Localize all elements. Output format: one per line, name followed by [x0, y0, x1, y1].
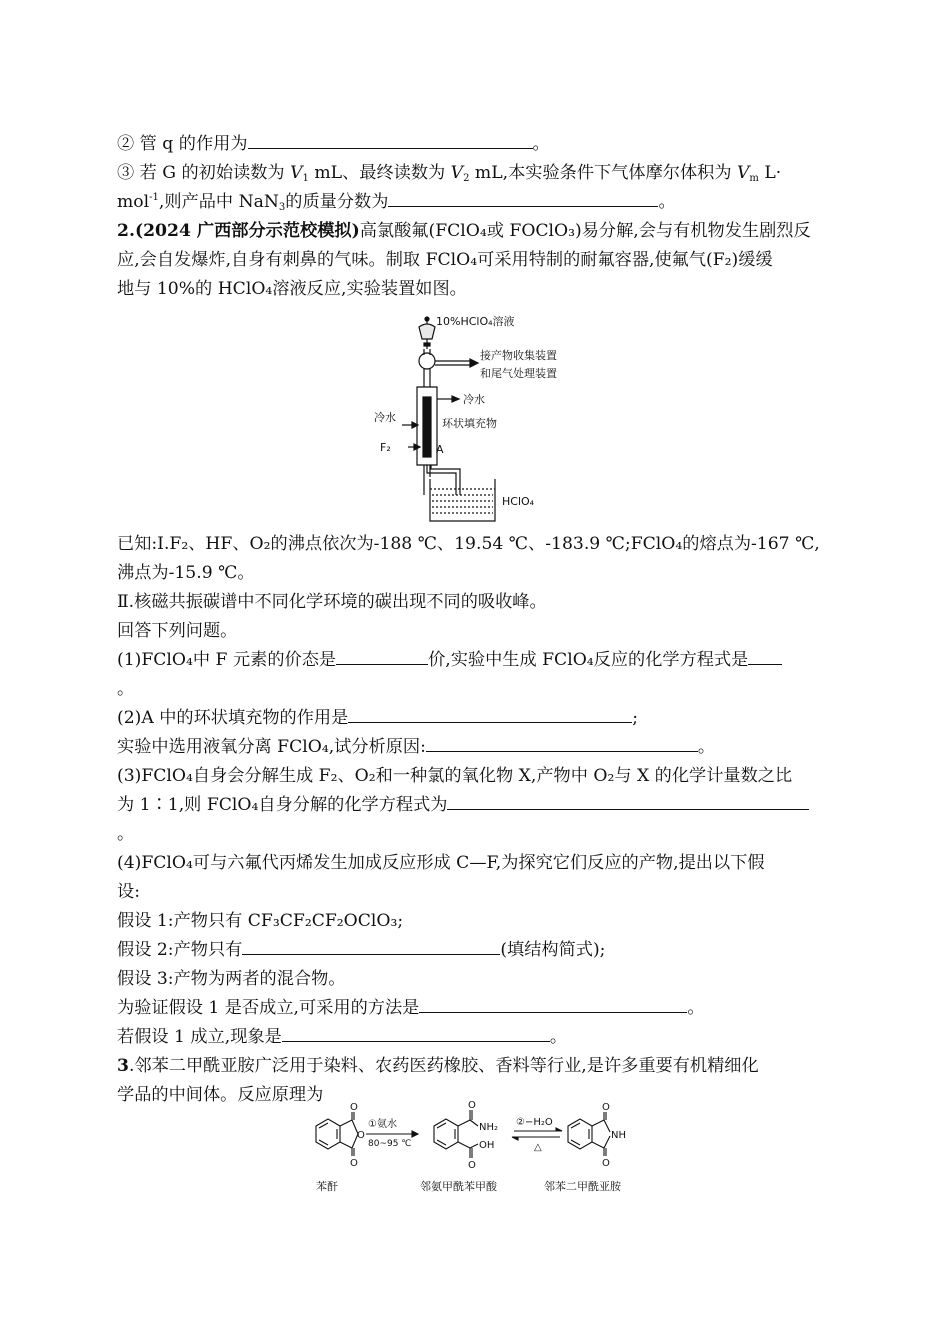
q2-part1-end: 。: [117, 679, 135, 699]
answer-blank[interactable]: [348, 704, 632, 723]
condenser-column: [402, 387, 459, 495]
answer-blank[interactable]: [336, 646, 428, 665]
q1-item3-text-c: mL,本实验条件下气体摩尔体积为: [469, 163, 737, 183]
var-vm-sub: m: [749, 173, 759, 184]
hypothesis-2-text-b: (填结构简式);: [500, 940, 606, 960]
known-2: Ⅱ.核磁共振碳谱中不同化学环境的碳出现不同的吸收峰。: [117, 592, 547, 612]
q1-item3-text-g: 的质量分数为: [285, 192, 389, 212]
q2-part3-a: (3)FClO₄自身会分解生成 F₂、O₂和一种氯的氧化物 X,产物中 O₂与 X 的化学计量数之比: [117, 766, 793, 786]
var-v1-sub: 1: [302, 173, 309, 184]
label-packing: 环状填充物: [442, 417, 497, 430]
q2-part2-text-a: (2)A 中的环状填充物的作用是: [117, 708, 349, 728]
q1-item3-text-b: mL、最终读数为: [308, 163, 451, 183]
answer-blank[interactable]: [419, 994, 687, 1013]
atom-nh2: NH₂: [479, 1122, 499, 1133]
label-f2: F₂: [380, 441, 391, 454]
phenomenon-text: 若假设 1 成立,现象是: [117, 1027, 282, 1047]
intermediate-structure: [434, 1110, 478, 1158]
atom-o-5: O: [468, 1160, 476, 1171]
label-beaker: HClO₄: [502, 495, 535, 508]
q1-item2-prefix: ② 管 q 的作用为: [117, 134, 248, 154]
q1-item3-text-a: ③ 若 G 的初始读数为: [117, 163, 291, 183]
answer-blank[interactable]: [242, 936, 500, 955]
label-cold-water-out: 冷水: [463, 393, 485, 406]
label-a: A: [436, 443, 444, 456]
outlet-tube: [427, 465, 460, 495]
step1-bottom: 80~95 ℃: [368, 1139, 412, 1149]
q1-item3-sub: 3: [278, 202, 286, 213]
q2-part3-text-b: 为 1∶1,则 FClO₄自身分解的化学方程式为: [117, 795, 448, 815]
q1-item3-sup: -1: [149, 192, 159, 203]
verify-text: 为验证假设 1 是否成立,可采用的方法是: [117, 998, 420, 1018]
var-v1: V: [290, 163, 303, 183]
phenomenon-end: 。: [549, 1027, 568, 1047]
answer-blank[interactable]: [447, 791, 809, 810]
atom-o-3: O: [350, 1158, 358, 1169]
q2-part3-end: 。: [117, 824, 135, 844]
q2-part1: [117, 646, 782, 675]
step2-bottom: △: [534, 1142, 542, 1153]
q2-part1-text-a: (1)FClO₄中 F 元素的价态是: [117, 650, 337, 670]
label-top-solution: 10%HClO₄溶液: [436, 315, 515, 328]
verify-end: 。: [687, 998, 705, 1018]
answer-blank[interactable]: [426, 733, 698, 752]
q2-intro-line3: 地与 10%的 HClO₄溶液反应,实验装置如图。: [117, 279, 467, 299]
beaker-icon: [430, 479, 495, 521]
q2-number: 2: [117, 221, 129, 241]
step2-top: ②−H₂O: [516, 1117, 553, 1128]
q2-part4-a: (4)FClO₄可与六氟代丙烯发生加成反应形成 C—F,为探究它们反应的产物,提出以下假: [117, 853, 765, 873]
atom-o-6: O: [602, 1102, 610, 1113]
atom-o-7: O: [602, 1158, 610, 1169]
q2-source: .(2024 广西部分示范校模拟): [128, 221, 360, 241]
atom-o-1: O: [350, 1102, 358, 1113]
phenomenon: [117, 1023, 567, 1052]
q2-intro-line2: 应,会自发爆炸,自身有刺鼻的气味。制取 FClO₄可采用特制的耐氟容器,使氟气(F₂)缓缓: [117, 250, 773, 270]
answer-blank[interactable]: [388, 188, 658, 207]
q1-item3-text-d: L·: [758, 163, 782, 183]
q3-line1: [117, 1052, 759, 1081]
q1-item3-text-f: ,则产品中 NaN: [158, 192, 279, 212]
q2-intro-text-1: 高氯酸氟(FClO₄或 FOClO₃)易分解,会与有机物发生剧烈反: [359, 221, 811, 241]
q3-line2: 学品的中间体。反应原理为: [117, 1085, 324, 1105]
hypothesis-2: [117, 936, 605, 965]
connector-tube: [419, 349, 478, 387]
q2-part2-a: [117, 704, 638, 733]
q2-part1-text-b: 价,实验中生成 FClO₄反应的化学方程式是: [428, 650, 749, 670]
answer-prompt: 回答下列问题。: [117, 621, 238, 641]
var-v2: V: [450, 163, 464, 183]
answer-blank[interactable]: [282, 1023, 550, 1042]
name-phthalimide: 邻苯二甲酰亚胺: [544, 1180, 621, 1193]
atom-oh: OH: [479, 1140, 495, 1151]
q3-text-1: .邻苯二甲酰亚胺广泛用于染料、农药医药橡胶、香料等行业,是许多重要有机精细化: [128, 1056, 759, 1076]
hypothesis-2-text-a: 假设 2:产物只有: [117, 940, 243, 960]
apparatus-figure: [370, 315, 590, 525]
q2-part2-text-b: 实验中选用液氧分离 FClO₄,试分析原因:: [117, 737, 426, 757]
atom-o-2: O: [357, 1130, 365, 1141]
known-1b: 沸点为-15.9 ℃。: [117, 563, 255, 583]
known-1a: 已知:Ⅰ.F₂、HF、O₂的沸点依次为-188 ℃、19.54 ℃、-183.9 ℃;FClO₄的熔点为-167 ℃,: [117, 534, 820, 554]
q1-item-3-line1: [117, 159, 781, 188]
var-vm: V: [737, 163, 750, 183]
dropping-funnel-icon: [419, 317, 435, 349]
q2-part2-b: [117, 733, 715, 762]
verify-method: [117, 994, 705, 1023]
name-intermediate: 邻氨甲酰苯甲酸: [420, 1180, 497, 1193]
q1-item2-end: 。: [532, 134, 550, 154]
q2-part3-b: [117, 791, 809, 820]
answer-blank[interactable]: [748, 646, 782, 665]
atom-nh: NH: [611, 1130, 626, 1141]
var-v2-sub: 2: [463, 173, 470, 184]
q2-part4-b: 设:: [117, 882, 140, 902]
hypothesis-1: 假设 1:产物只有 CF₃CF₂CF₂OClO₃;: [117, 911, 404, 931]
step1-top: ①氨水: [368, 1119, 397, 1130]
answer-blank[interactable]: [248, 130, 533, 149]
q2-part2-end-a: ;: [632, 708, 639, 728]
label-collect-1: 接产物收集装置: [480, 349, 557, 362]
q1-item3-end: 。: [658, 192, 676, 212]
q1-item-3-line2: [117, 188, 676, 217]
reaction-scheme: [298, 1100, 658, 1200]
name-phthalic-anhydride: 苯酐: [316, 1180, 338, 1193]
hypothesis-3: 假设 3:产物为两者的混合物。: [117, 969, 346, 989]
q3-number: 3: [117, 1056, 129, 1076]
q2-part2-end-b: 。: [697, 737, 716, 757]
label-collect-2: 和尾气处理装置: [480, 367, 557, 380]
q2-intro-line1: [117, 217, 811, 246]
q1-item-2: [117, 130, 550, 159]
phthalimide-structure: [568, 1112, 610, 1156]
q1-item3-text-e: mol: [117, 192, 150, 212]
atom-o-4: O: [468, 1100, 476, 1111]
phthalic-anhydride-structure: [316, 1112, 358, 1156]
label-cold-water-in: 冷水: [374, 411, 396, 424]
